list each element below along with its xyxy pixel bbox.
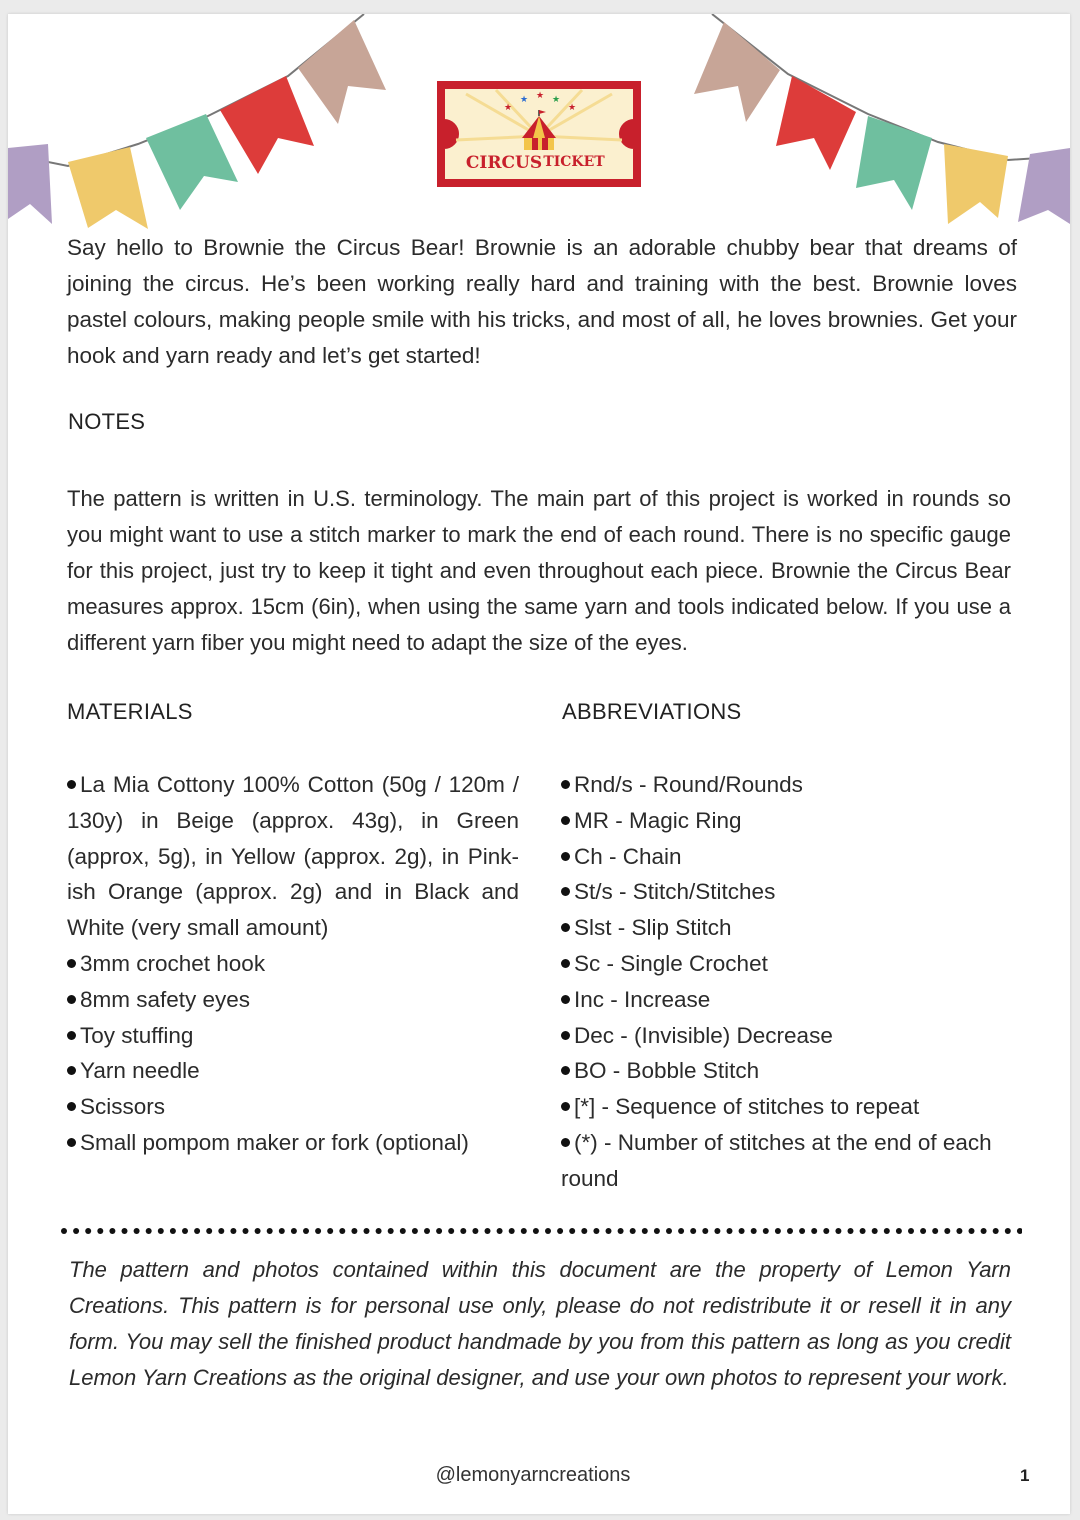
divider-dot (376, 1228, 382, 1234)
divider-dot (85, 1228, 91, 1234)
bullet-icon (561, 887, 570, 896)
list-item (561, 874, 1021, 910)
flag-right-taupe (694, 22, 780, 122)
divider-dot (436, 1228, 442, 1234)
list-item-text: Yarn needle (80, 1058, 200, 1084)
bullet-icon (561, 1138, 570, 1147)
divider-dot (811, 1228, 817, 1234)
list-item-text: Toy stuffing (80, 1022, 194, 1048)
divider-dot (835, 1228, 841, 1234)
divider-dot (908, 1228, 914, 1234)
circus-ticket-logo (436, 80, 642, 188)
divider-dot (109, 1228, 115, 1234)
flag-left-red (220, 76, 314, 174)
list-item (561, 803, 1021, 839)
divider-dot (896, 1228, 902, 1234)
list-item (561, 910, 1021, 946)
bullet-icon (67, 1066, 76, 1075)
divider-dot (315, 1228, 321, 1234)
list-item-text: BO - Bobble Stitch (574, 1058, 760, 1084)
dotted-divider (60, 1224, 1022, 1238)
bullet-icon (67, 995, 76, 1004)
divider-dot (182, 1228, 188, 1234)
divider-dot (521, 1228, 527, 1234)
list-item-text: Ch - Chain (574, 843, 682, 869)
divider-dot (690, 1228, 696, 1234)
list-item-text: Dec - (Invisible) Decrease (574, 1022, 833, 1048)
bullet-icon (67, 1102, 76, 1111)
divider-dot (593, 1228, 599, 1234)
list-item (67, 1018, 519, 1054)
list-item-text: [*] - Sequence of stitches to repeat (574, 1094, 920, 1120)
divider-dot (944, 1228, 950, 1234)
materials-list (67, 767, 519, 1161)
list-item (67, 1125, 519, 1161)
flag-right-green (856, 116, 932, 210)
list-item-text: 8mm safety eyes (80, 986, 251, 1012)
divider-dot (194, 1228, 200, 1234)
bullet-icon (67, 959, 76, 968)
bullet-icon (561, 995, 570, 1004)
flag-right-red (776, 76, 856, 170)
divider-dot (134, 1228, 140, 1234)
divider-dot (424, 1228, 430, 1234)
list-item (67, 982, 519, 1018)
divider-dot (460, 1228, 466, 1234)
divider-dot (61, 1228, 67, 1234)
bullet-icon (67, 1031, 76, 1040)
bullet-icon (561, 1031, 570, 1040)
svg-text:★: ★ (519, 94, 529, 104)
list-item-text: Slst - Slip Stitch (574, 915, 732, 941)
divider-dot (267, 1228, 273, 1234)
divider-dot (485, 1228, 491, 1234)
divider-dot (146, 1228, 152, 1234)
divider-dot (497, 1228, 503, 1234)
divider-dot (848, 1228, 854, 1234)
divider-dot (739, 1228, 745, 1234)
flag-left-taupe (298, 20, 386, 124)
list-item (67, 1053, 519, 1089)
list-item (561, 1125, 1021, 1197)
list-item (67, 767, 519, 946)
list-item-text: MR - Magic Ring (574, 807, 742, 833)
ticket-word-ticket: TICKET (543, 154, 605, 170)
list-item (561, 1053, 1021, 1089)
divider-dot (787, 1228, 793, 1234)
list-item (561, 946, 1021, 982)
divider-dot (448, 1228, 454, 1234)
list-item-text: Inc - Increase (574, 986, 711, 1012)
divider-dot (581, 1228, 587, 1234)
divider-dot (799, 1228, 805, 1234)
list-item-text: Scissors (80, 1094, 166, 1120)
divider-dot (388, 1228, 394, 1234)
abbreviations-heading: ABBREVIATIONS (562, 699, 742, 724)
list-item-text: Rnd/s - Round/Rounds (574, 772, 803, 797)
divider-dot (969, 1228, 975, 1234)
divider-dot (932, 1228, 938, 1234)
divider-dot (630, 1228, 636, 1234)
bullet-icon (67, 780, 76, 789)
flag-right-yellow (944, 144, 1008, 224)
divider-dot (823, 1228, 829, 1234)
divider-dot (327, 1228, 333, 1234)
list-item-text: La Mia Cottony 100% Cotton (50g / 120m / 130y) in Beige (approx. 43g), in Green (approx, 5g), in Yellow (approx. 2g), in Pinkish Orange (approx. 2g) and in Black and White (very small amount) (67, 772, 519, 941)
list-item-text: 3mm crochet hook (80, 950, 266, 976)
divider-dot (364, 1228, 370, 1234)
divider-dot (170, 1228, 176, 1234)
divider-dot (775, 1228, 781, 1234)
ticket-word-circus: CIRCUS (465, 153, 543, 173)
svg-text:★: ★ (567, 102, 577, 112)
bullet-icon (67, 1138, 76, 1147)
list-item-text: St/s - Stitch/Stitches (574, 879, 776, 905)
svg-text:★: ★ (551, 94, 561, 104)
list-item (561, 767, 1021, 803)
social-handle: @lemonyarncreations (435, 1464, 631, 1486)
divider-dot (73, 1228, 79, 1234)
divider-dot (412, 1228, 418, 1234)
divider-dot (303, 1228, 309, 1234)
bullet-icon (561, 852, 570, 861)
svg-text:★: ★ (535, 90, 545, 100)
list-item (561, 1089, 1021, 1125)
divider-dot (122, 1228, 128, 1234)
divider-dot (618, 1228, 624, 1234)
divider-dot (557, 1228, 563, 1234)
divider-dot (255, 1228, 261, 1234)
divider-dot (472, 1228, 478, 1234)
page-number: 1 (1020, 1466, 1030, 1485)
bullet-icon (561, 816, 570, 825)
divider-dot (642, 1228, 648, 1234)
divider-dot (606, 1228, 612, 1234)
divider-dot (678, 1228, 684, 1234)
divider-dot (351, 1228, 357, 1234)
divider-dot (218, 1228, 224, 1234)
divider-dot (339, 1228, 345, 1234)
list-item (561, 982, 1021, 1018)
divider-dot (666, 1228, 672, 1234)
list-item (67, 1089, 519, 1125)
copyright-notice: The pattern and photos contained within this document are the property of Lemon Yarn Creations. This pattern is for personal use only, please do not redistribute it or resell it in any form. You may sell the finished product handmade by you from this pattern as long as you credit Lemon Yarn Creations as the original designer, and use your own photos to represent your work. (69, 1257, 1011, 1390)
bullet-icon (561, 1066, 570, 1075)
divider-dot (1017, 1228, 1022, 1234)
notes-heading: NOTES (68, 409, 146, 434)
bullet-icon (561, 923, 570, 932)
bullet-icon (561, 1102, 570, 1111)
divider-dot (158, 1228, 164, 1234)
materials-heading: MATERIALS (67, 699, 193, 724)
bullet-icon (561, 780, 570, 789)
divider-dot (993, 1228, 999, 1234)
divider-dot (230, 1228, 236, 1234)
divider-dot (291, 1228, 297, 1234)
divider-dot (981, 1228, 987, 1234)
divider-dot (920, 1228, 926, 1234)
divider-dot (545, 1228, 551, 1234)
divider-dot (751, 1228, 757, 1234)
divider-dot (97, 1228, 103, 1234)
divider-dot (884, 1228, 890, 1234)
divider-dot (533, 1228, 539, 1234)
list-item (67, 946, 519, 982)
divider-dot (702, 1228, 708, 1234)
divider-dot (279, 1228, 285, 1234)
divider-dot (714, 1228, 720, 1234)
abbreviations-list (561, 767, 1021, 1197)
divider-dot (243, 1228, 249, 1234)
divider-dot (1005, 1228, 1011, 1234)
svg-text:★: ★ (503, 102, 513, 112)
notes-paragraph: The pattern is written in U.S. terminology. The main part of this project is worked in rounds so you might want to use a stitch marker to mark the end of each round. There is no specific gauge for this project, just try to keep it tight and even throughout each piece. Brownie the Circus Bear measures approx. 15cm (6in), when using the same yarn and tools indicated below. If you use a different yarn fiber you might need to adapt the size of the eyes. (67, 486, 1011, 655)
divider-dot (727, 1228, 733, 1234)
flag-left-yellow (68, 147, 148, 229)
flag-left-green (146, 114, 238, 210)
divider-dot (654, 1228, 660, 1234)
list-item (561, 839, 1021, 875)
divider-dot (860, 1228, 866, 1234)
divider-dot (206, 1228, 212, 1234)
divider-dot (400, 1228, 406, 1234)
list-item-text: Sc - Single Crochet (574, 950, 768, 976)
divider-dot (569, 1228, 575, 1234)
divider-dot (763, 1228, 769, 1234)
intro-paragraph: Say hello to Brownie the Circus Bear! Brownie is an adorable chubby bear that dreams of joining the circus. He’s been working really hard and training with the best. Brownie loves pastel colours, making people smile with his tricks, and most of all, he loves brownies. Get your hook and yarn ready and let’s get started! (67, 235, 1017, 368)
divider-dot (956, 1228, 962, 1234)
list-item (561, 1018, 1021, 1054)
document-page (8, 14, 1070, 1514)
flag-left-purple (8, 144, 52, 224)
bullet-icon (561, 959, 570, 968)
list-item-text: (*) - Number of stitches at the end of each round (561, 1129, 992, 1191)
list-item-text: Small pompom maker or fork (optional) (80, 1129, 469, 1155)
divider-dot (872, 1228, 878, 1234)
divider-dot (509, 1228, 515, 1234)
